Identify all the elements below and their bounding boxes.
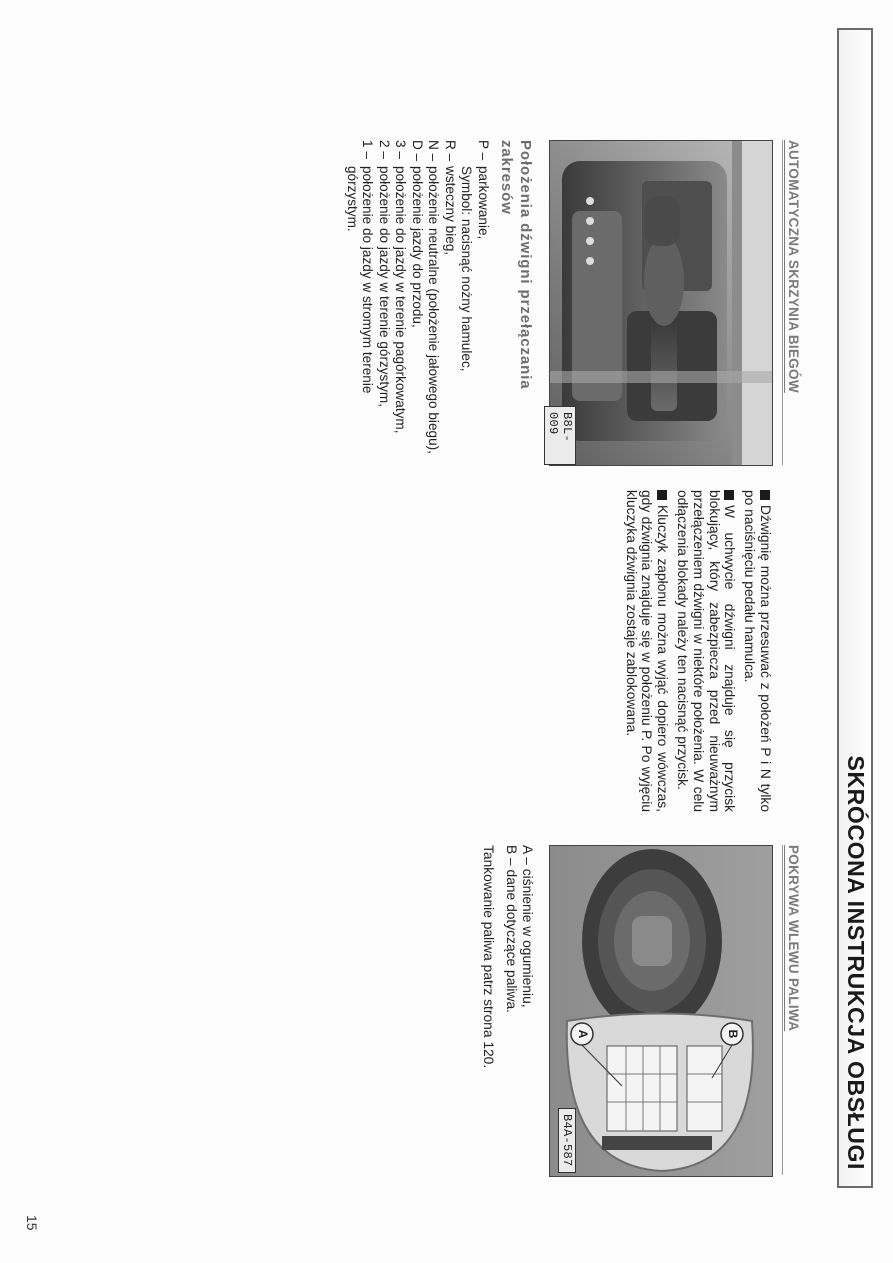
fuel-section-rule bbox=[782, 845, 783, 1175]
position-item-3: 3 – położenie do jazdy w terenie pagórkowatym, bbox=[393, 140, 409, 434]
label-a: A – ciśnienie w ogumieniu, bbox=[520, 845, 535, 1008]
refuel-note: Tankowanie paliwa patrz strona 120. bbox=[481, 845, 496, 1069]
fuel-flap-photo bbox=[549, 845, 773, 1177]
position-item-d: D – położenie jazdy do przodu, bbox=[410, 140, 425, 328]
fuel-labels bbox=[481, 845, 536, 1175]
position-item-2: 2 – położenie do jazdy w terenie górzystym, bbox=[377, 140, 392, 408]
fuel-section-heading: POKRYWA WLEWU PALIWA bbox=[786, 845, 801, 1032]
bullet-square-icon bbox=[724, 490, 734, 500]
position-item-p: P – parkowanie, bbox=[476, 140, 491, 240]
gearbox-section-rule bbox=[782, 140, 783, 465]
gear-lever-photo bbox=[546, 140, 773, 466]
gearbox-notes bbox=[619, 490, 773, 812]
header-bar bbox=[837, 28, 873, 1188]
label-b: B – dane dotyczące paliwa. bbox=[504, 845, 520, 1013]
positions-heading: Położenia dźwigni przełączania zakresów bbox=[498, 140, 534, 390]
fuel-flap-photo-drawing bbox=[550, 846, 772, 1176]
note-lock-button: W uchwycie dźwigni znajduje się przycisk blokujący, który zabezpiecza przed nieuważnym przełączeniem dźwigni w niektóre położenia. W celu odłączenia blokady należy ten nacisnąć przycisk. bbox=[675, 490, 738, 812]
gear-photo-reference: B8L-009 bbox=[544, 406, 576, 465]
position-item-r: R – wsteczny bieg, bbox=[443, 140, 458, 256]
gearbox-section-heading: AUTOMATYCZNA SKRZYNIA BIEGÓW bbox=[786, 140, 801, 393]
note-brake: Dźwignię można przesuwać z położeń P i N tylko po naciśnięciu pedału hamulca. bbox=[742, 490, 773, 812]
positions-list bbox=[344, 140, 492, 460]
page-number: 15 bbox=[24, 1215, 40, 1231]
position-item-n: N – położenie neutralne (położenie jałowego biegu), bbox=[426, 140, 442, 454]
position-item-1: 1 – położenie do jazdy w stromym terenie górzystym. bbox=[345, 140, 376, 394]
bullet-square-icon bbox=[760, 490, 770, 500]
note-ignition-key: Kluczyk zapłonu można wyjąć dopiero wówczas, gdy dźwignia znajduje się w położeniu P. Po wyjęciu kluczyka dźwignia zostaje zablokowana. bbox=[623, 490, 671, 812]
fuel-photo-reference: B4A-587 bbox=[558, 1108, 576, 1173]
gear-lever-photo-drawing bbox=[550, 141, 772, 465]
position-item-symbol: Symbol: nacisnąć nożny hamulec, bbox=[459, 166, 475, 372]
callout-a-label: A bbox=[576, 1029, 590, 1039]
page-title: SKRÓCONA INSTRUKCJA OBSŁUGI bbox=[843, 755, 869, 1170]
bullet-square-icon bbox=[657, 490, 667, 500]
callout-b-label: B bbox=[726, 1029, 740, 1039]
